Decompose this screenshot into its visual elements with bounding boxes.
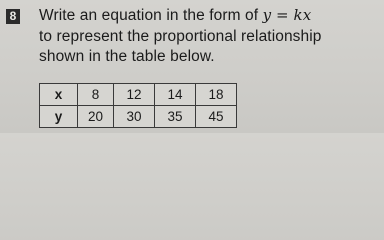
row-label-y: y [40, 106, 78, 128]
table-cell: 8 [78, 84, 114, 106]
table-row-x [40, 84, 237, 106]
question-number: 8 [6, 9, 20, 24]
prompt-line-1 [39, 5, 379, 27]
table-cell: 45 [196, 106, 237, 128]
equation-form: y = kx [262, 6, 312, 24]
table-row-y [40, 106, 237, 128]
prompt-line-1-text: Write an equation in the form of [39, 7, 263, 24]
table-cell: 20 [78, 106, 114, 128]
table-cell: 35 [155, 106, 196, 128]
table-cell: 18 [196, 84, 237, 106]
table-cell: 30 [114, 106, 155, 128]
table-cell: 14 [155, 84, 196, 106]
prompt-line-3: shown in the table below. [39, 48, 215, 65]
proportional-table [39, 83, 237, 128]
prompt-line-2: to represent the proportional relationship [39, 27, 322, 45]
row-label-x: x [40, 84, 78, 106]
table-cell: 12 [114, 84, 155, 106]
question-prompt [39, 5, 379, 68]
